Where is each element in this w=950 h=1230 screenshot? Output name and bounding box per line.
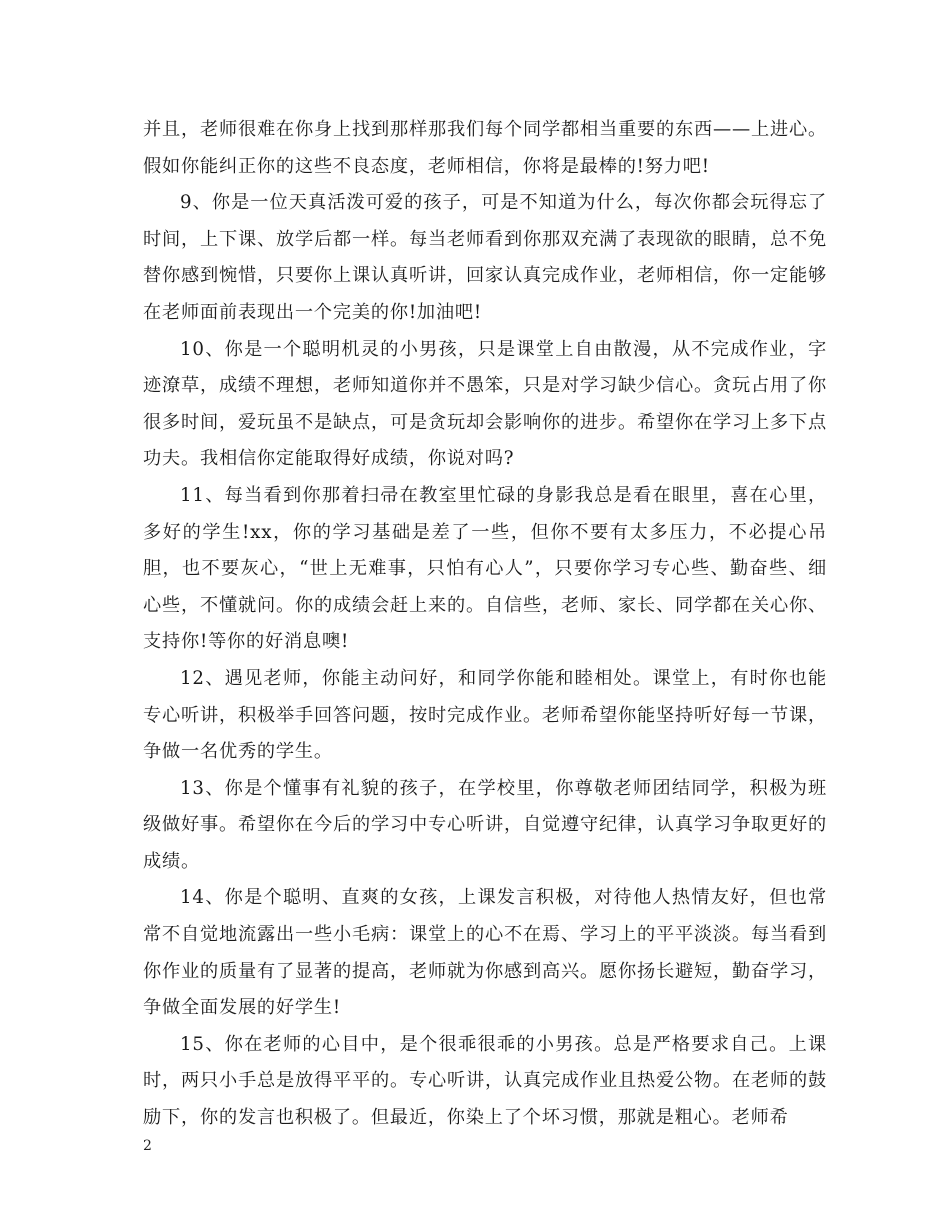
paragraph-item-10: 10、你是一个聪明机灵的小男孩，只是课堂上自由散漫，从不完成作业，字迹潦草，成绩不理想，老师知道你并不愚笨，只是对学习缺少信心。贪玩占用了你很多时间，爱玩虽不是缺点，可是贪玩却会影响你的进步。希望你在学习上多下点功夫。我相信你定能取得好成绩，你说对吗? (143, 338, 827, 470)
paragraph-item-11: 11、每当看到你那着扫帚在教室里忙碌的身影我总是看在眼里，喜在心里，多好的学生!xx，你的学习基础是差了一些，但你不要有太多压力，不必提心吊胆，也不要灰心，“世上无难事，只怕有心人”，只要你学习专心些、勤奋些、细心些，不懂就问。你的成绩会赶上来的。自信些，老师、家长、同学都在关心你、支持你!等你的好消息噢! (143, 484, 827, 653)
paragraph-item-12: 12、遇见老师，你能主动问好，和同学你能和睦相处。课堂上，有时你也能专心听讲，积极举手回答问题，按时完成作业。老师希望你能坚持听好每一节课，争做一名优秀的学生。 (143, 667, 827, 763)
paragraph-item-13: 13、你是个懂事有礼貌的孩子，在学校里，你尊敬老师团结同学，积极为班级做好事。希望你在今后的学习中专心听讲，自觉遵守纪律，认真学习争取更好的成绩。 (143, 777, 827, 872)
paragraph-item-15: 15、你在老师的心目中，是个很乖很乖的小男孩。总是严格要求自己。上课时，两只小手总是放得平平的。专心听讲，认真完成作业且热爱公物。在老师的鼓励下，你的发言也积极了。但最近，你染上了个坏习惯，那就是粗心。老师希 (143, 1033, 827, 1129)
page-number: 2 (143, 1138, 152, 1154)
paragraph-item-14: 14、你是个聪明、直爽的女孩，上课发言积极，对待他人热情友好，但也常常不自觉地流露出一些小毛病：课堂上的心不在焉、学习上的平平淡淡。每当看到你作业的质量有了显著的提高，老师就为你感到高兴。愿你扬长避短，勤奋学习，争做全面发展的好学生! (143, 887, 827, 1019)
paragraph-item-9: 9、你是一位天真活泼可爱的孩子，可是不知道为什么，每次你都会玩得忘了时间，上下课、放学后都一样。每当老师看到你那双充满了表现欲的眼睛，总不免替你感到惋惜，只要你上课认真听讲，回家认真完成作业，老师相信，你一定能够在老师面前表现出一个完美的你!加油吧! (143, 192, 827, 323)
paragraph-continued: 并且，老师很难在你身上找到那样那我们每个同学都相当重要的东西——上进心。假如你能纠正你的这些不良态度，老师相信，你将是最棒的!努力吧! (143, 119, 827, 177)
body-text (143, 112, 827, 1137)
